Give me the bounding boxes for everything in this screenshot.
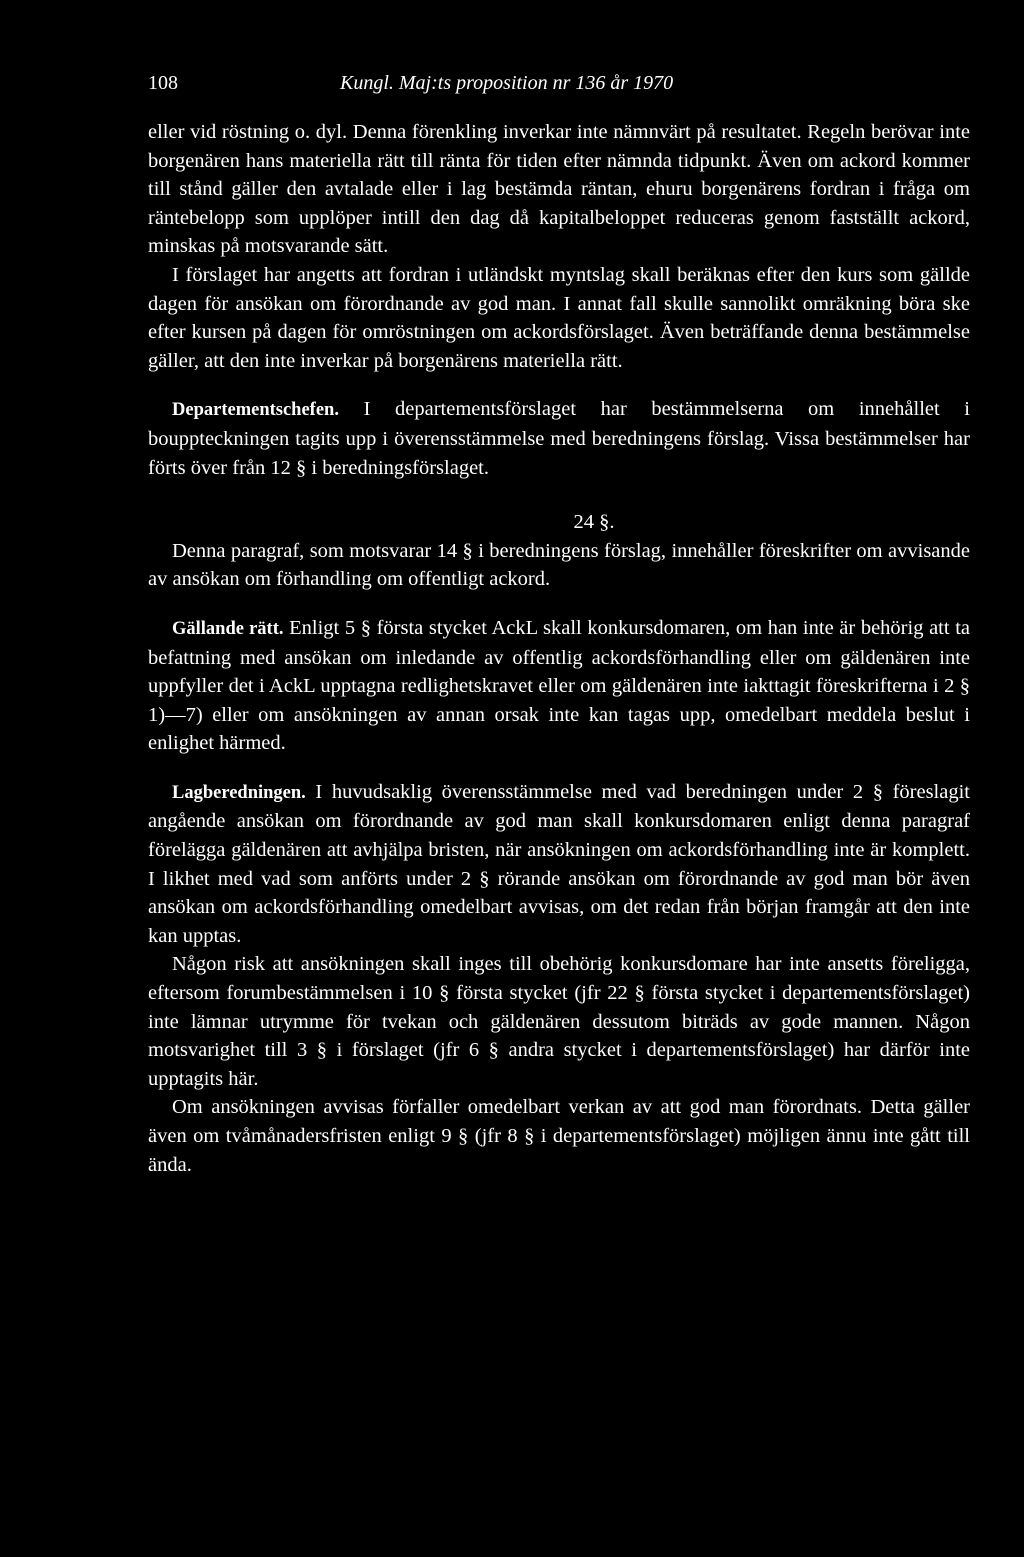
paragraph-lagberedningen xyxy=(148,778,970,951)
paragraph-currency-rule: I förslaget har angetts att fordran i utländskt myntslag skall beräknas efter den kurs som gällde dagen för ansökan om förordnande av god man. I annat fall skulle sannolikt omräkning böra ske efter kursen på dagen för omröstningen om ackordsförslaget. Även beträffande denna bestämmelse gäller, att den inte inverkar på borgenärens materiella rätt. xyxy=(148,263,970,372)
paragraph-departementschefen xyxy=(148,395,970,482)
section-heading: 24 §. xyxy=(573,511,615,534)
run-in-heading: Departementschefen. xyxy=(172,400,339,421)
paragraph-text: I departementsförslaget har bestämmelserna om innehållet i bouppteckningen tagits upp i överensstämmelse med beredningens förslag. Vissa bestämmelser har förts över från 12 § i beredningsförslaget. xyxy=(148,398,970,479)
body-text xyxy=(148,118,970,1179)
page-header xyxy=(148,72,968,104)
spacer xyxy=(148,758,970,778)
paragraph-avvisning: Om ansökningen avvisas förfaller omedelbart verkan av att god man förordnats. Detta gäller även om tvåmånadersfristen enligt 9 § (jfr 8 § i departementsförslaget) möjligen ännu inte gått till ända. xyxy=(148,1096,970,1176)
page-number: 108 xyxy=(148,72,178,94)
run-in-heading: Lagberedningen. xyxy=(172,782,306,803)
paragraph-gallande-ratt xyxy=(148,614,970,758)
running-title: Kungl. Maj:ts proposition nr 136 år 1970 xyxy=(340,72,674,94)
run-in-heading: Gällande rätt. xyxy=(172,618,284,639)
spacer xyxy=(148,482,970,508)
spacer xyxy=(148,375,970,395)
spacer xyxy=(148,594,970,614)
paragraph-continuation: eller vid röstning o. dyl. Denna förenkling inverkar inte nämnvärt på resultatet. Regeln berövar inte borgenären hans materiella rätt till ränta för tiden efter nämnda tidpunkt. Även om ackord kommer till stånd gäller den avtalade eller i lag bestämda räntan, ehuru borgenärens fordran i fråga om räntebelopp som upplöper intill den dag då kapitalbeloppet reduceras genom fastställt ackord, minskas på motsvarande sätt. xyxy=(148,121,970,258)
paragraph-section-intro: Denna paragraf, som motsvarar 14 § i beredningens förslag, innehåller föreskrifter om avvisande av ansökan om förhandling om offentligt ackord. xyxy=(148,539,970,591)
paragraph-text: Enligt 5 § första stycket AckL skall konkursdomaren, om han inte är behörig att ta befattning med ansökan om inledande av offentlig ackordsförhandling eller om gäldenären inte uppfyller det i AckL upptagna redlighetskravet eller om gäldenären inte iakttagit föreskrifterna i 2 § 1)—7) eller om ansökningen av annan orsak inte kan tagas upp, omedelbart meddela beslut i enlighet härmed. xyxy=(148,616,970,755)
paragraph-forum-risk: Någon risk att ansökningen skall inges till obehörig konkursdomare har inte ansetts föreligga, eftersom forumbestämmelsen i 10 § första stycket (jfr 22 § första stycket i departementsförslaget) inte lämnar utrymme för tvekan och gäldenären dessutom biträds av gode mannen. Någon motsvarighet till 3 § i förslaget (jfr 6 § andra stycket i departementsförslaget) har därför inte upptagits här. xyxy=(148,953,970,1090)
paragraph-text: I huvudsaklig överensstämmelse med vad beredningen under 2 § föreslagit angående ansökan om förordnande av god man skall konkursdomaren enligt denna paragraf förelägga gäldenären att avhjälpa bristen, när ansökningen om ackordsförhandling inte är komplett. I likhet med vad som anförts under 2 § rörande ansökan om förordnande av god man bör även ansökan om ackordsförhandling omedelbart avvisas, om det redan från början framgår att den inte kan upptas. xyxy=(148,780,970,947)
